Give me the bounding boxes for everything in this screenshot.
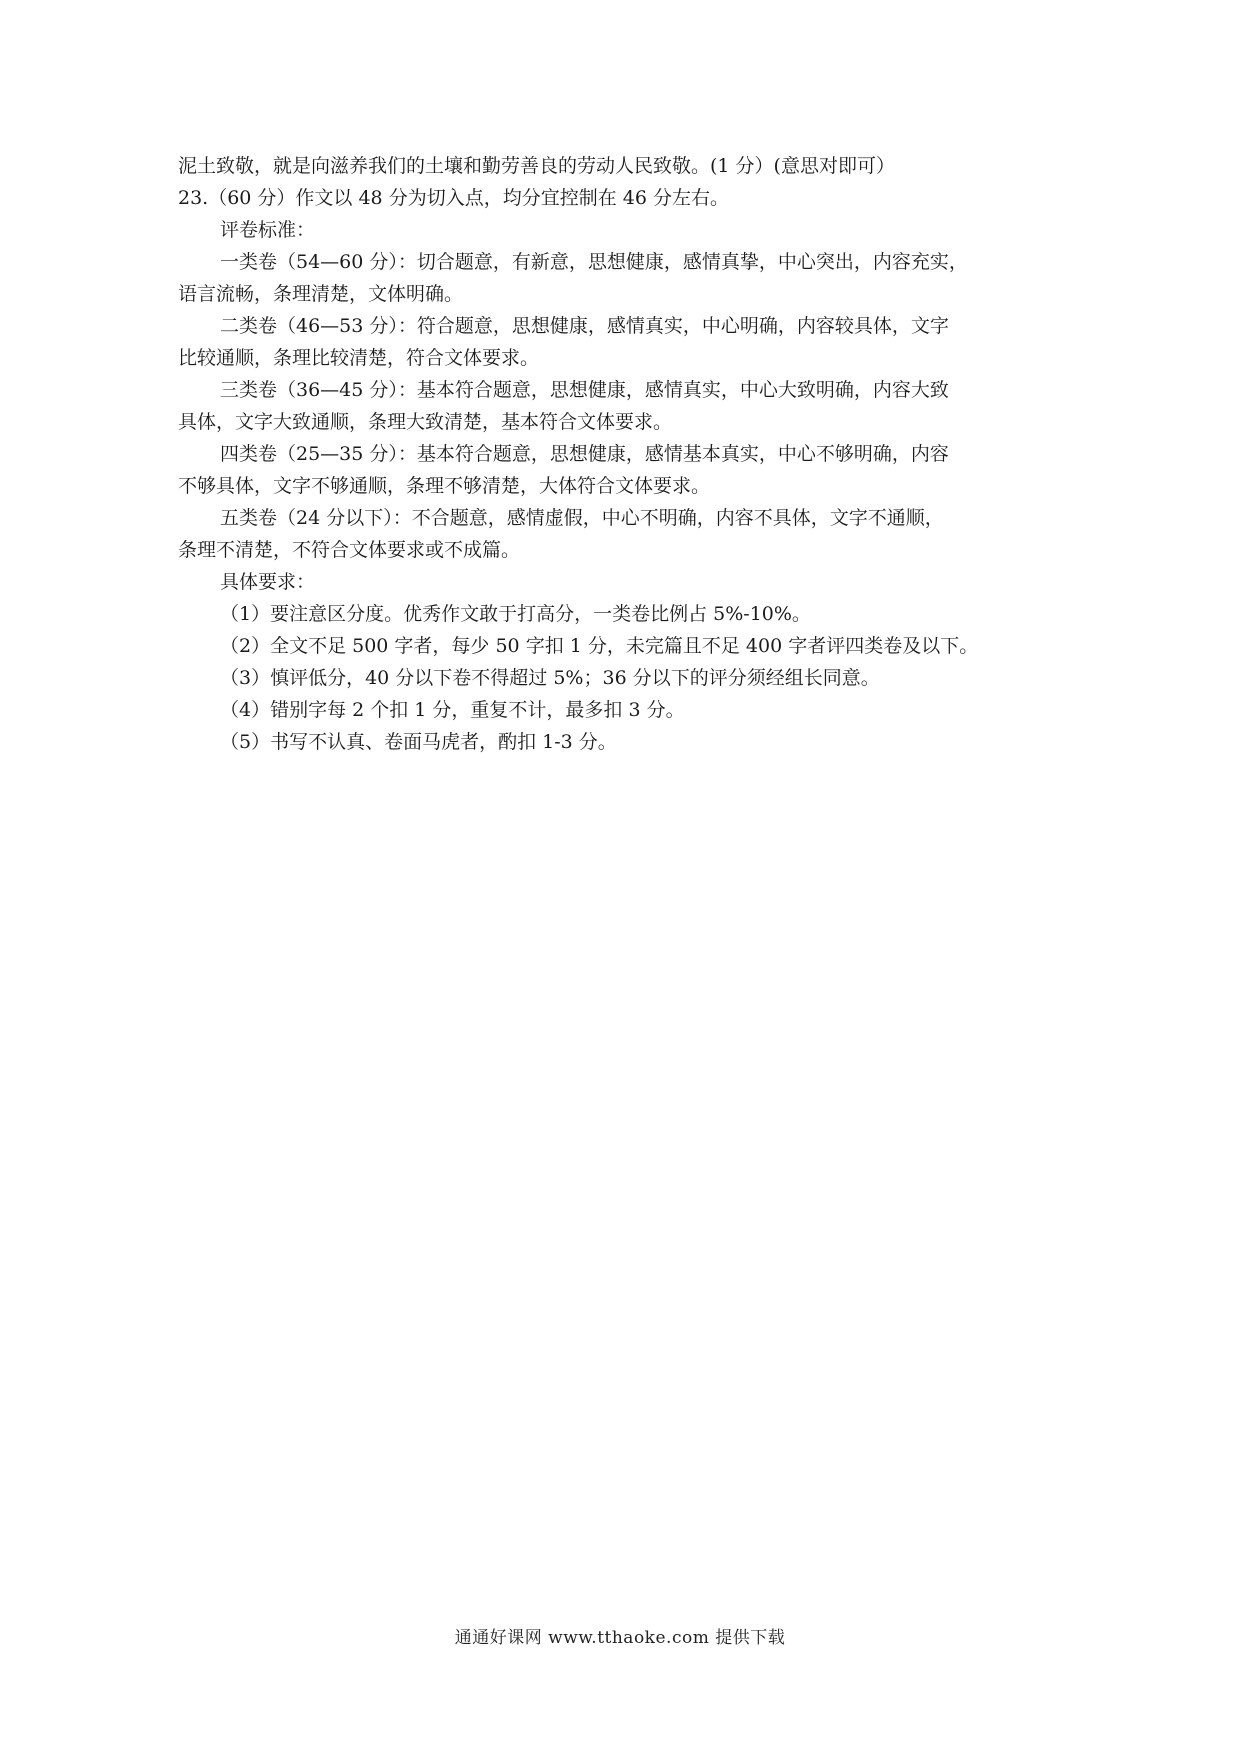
list-item: （5）书写不认真、卷面马虎者，酌扣 1-3 分。: [220, 731, 617, 753]
list-item: （4）错别字每 2 个扣 1 分，重复不计，最多扣 3 分。: [220, 699, 685, 721]
text-line: 二类卷（46—53 分）：符合题意，思想健康，感情真实，中心明确，内容较具体，文字: [220, 315, 949, 337]
text-line: 五类卷（24 分以下）：不合题意，感情虚假，中心不明确，内容不具体，文字不通顺，: [220, 507, 944, 529]
list-item: （1）要注意区分度。优秀作文敢于打高分，一类卷比例占 5%-10%。: [220, 603, 811, 625]
text-line: 三类卷（36—45 分）：基本符合题意，思想健康，感情真实，中心大致明确，内容大致: [220, 379, 949, 401]
page-footer: 通通好课网 www.tthaoke.com 提供下载: [454, 1628, 786, 1648]
text-line: 一类卷（54—60 分）：切合题意，有新意，思想健康，感情真挚，中心突出，内容充实，: [220, 251, 968, 273]
text-line: 语言流畅，条理清楚，文体明确。: [178, 283, 464, 305]
text-line: 比较通顺，条理比较清楚，符合文体要求。: [178, 347, 540, 369]
section-heading: 具体要求：: [220, 571, 316, 593]
section-heading: 评卷标准：: [220, 219, 316, 241]
text-line: 具体，文字大致通顺，条理大致清楚，基本符合文体要求。: [178, 411, 673, 433]
text-line: 不够具体，文字不够通顺，条理不够清楚，大体符合文体要求。: [178, 475, 711, 497]
list-item: （3）慎评低分，40 分以下卷不得超过 5%；36 分以下的评分须经组长同意。: [220, 667, 880, 689]
text-line: 泥土致敬，就是向滋养我们的土壤和勤劳善良的劳动人民致敬。(1 分）(意思对即可）: [178, 155, 895, 177]
list-item: （2）全文不足 500 字者，每少 50 字扣 1 分，未完篇且不足 400 字者评四类卷及以下。: [220, 635, 979, 657]
document-body: [178, 150, 1058, 758]
text-line: 四类卷（25—35 分）：基本符合题意，思想健康，感情基本真实，中心不够明确，内容: [220, 443, 949, 465]
text-line: 条理不清楚，不符合文体要求或不成篇。: [178, 539, 521, 561]
question-heading: 23.（60 分）作文以 48 分为切入点，均分宜控制在 46 分左右。: [178, 187, 729, 209]
